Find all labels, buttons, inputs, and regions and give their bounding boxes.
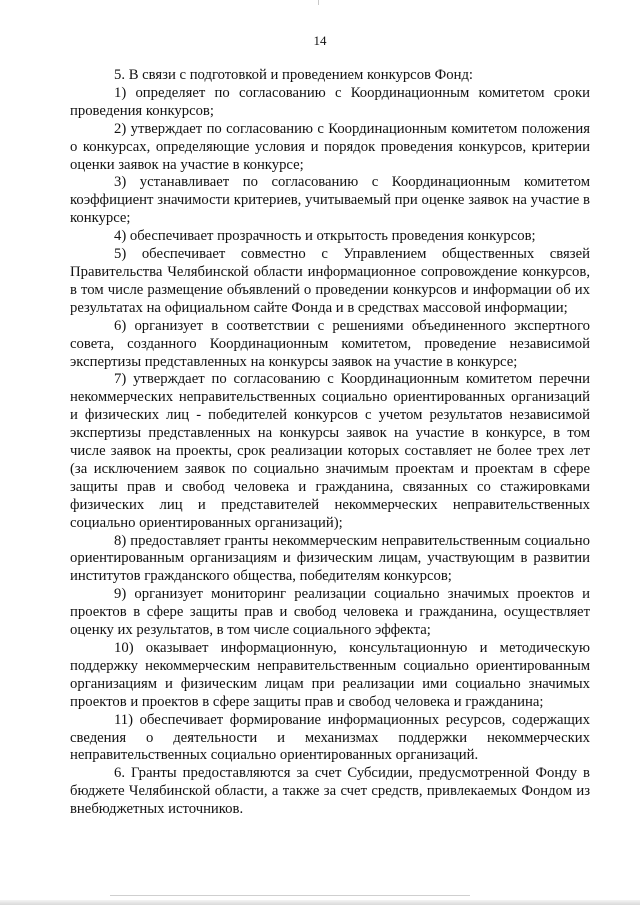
clause-5-item-7: 7) утверждает по согласованию с Координационным комитетом перечни некоммерческих неправительственных социально ориентированных организаций и физических лиц - победителей конкурсов с учетом результатов независимой экспертизы представленных на конкурсы заявок на участие в конкурсе, в том числе заявок на проекты, срок реализации которых составляет не более трех лет (за исключением заявок по социально значимым проектам и проектам в сфере защиты прав и свобод человека и гражданина, связанных со стажировками физических лиц и представителей некоммерческих неправительственных социально ориентированных организаций); xyxy=(70,371,590,531)
clause-5-heading: 5. В связи с подготовкой и проведением конкурсов Фонд: xyxy=(114,67,474,83)
clause-6: 6. Гранты предоставляются за счет Субсидии, предусмотренной Фонду в бюджете Челябинской области, а также за счет средств, привлекаемых Фондом из внебюджетных источников. xyxy=(70,765,590,818)
clause-5-item-10: 10) оказывает информационную, консультационную и методическую поддержку некоммерческим неправительственным социально ориентированным организациям и физическим лицам при реализации ими социально значимых проектов и проектов в сфере защиты прав и свобод человека и гражданина; xyxy=(70,640,590,710)
clause-5-item-9: 9) организует мониторинг реализации социально значимых проектов и проектов в сфере защиты прав и свобод человека и гражданина, осуществляет оценку их результатов, в том числе социального эффекта; xyxy=(70,586,590,639)
page-number: 14 xyxy=(313,33,327,48)
scan-top-mark xyxy=(318,0,319,5)
document-body xyxy=(70,67,590,819)
clause-5-item-6: 6) организует в соответствии с решениями объединенного экспертного совета, созданного Координационным комитетом, проведение независимой экспертизы представленных на конкурсы заявок на участие в конкурсе; xyxy=(70,317,590,370)
clause-5-item-4: 4) обеспечивает прозрачность и открытость проведения конкурсов; xyxy=(114,228,536,245)
clause-5-item-3: 3) устанавливает по согласованию с Координационным комитетом коэффициент значимости критериев, учитываемый при оценке заявок на участие в конкурсе; xyxy=(70,174,590,227)
clause-5-item-11: 11) обеспечивает формирование информационных ресурсов, содержащих сведения о деятельности и механизмах поддержки некоммерческих неправительственных социально ориентированных организаций. xyxy=(70,711,590,764)
clause-5-item-1: 1) определяет по согласованию с Координационным комитетом сроки проведения конкурсов; xyxy=(70,84,590,119)
clause-5-item-8: 8) предоставляет гранты некоммерческим неправительственным социально ориентированным организациям и физическим лицам, участвующим в развитии институтов гражданского общества, победителям конкурсов; xyxy=(70,532,590,585)
scan-bottom-line xyxy=(110,895,470,896)
scan-bottom-edge xyxy=(0,900,640,905)
clause-5-item-5: 5) обеспечивает совместно с Управлением общественных связей Правительства Челябинской области информационное сопровождение конкурсов, в том числе размещение объявлений о проведении конкурсов и информации об их результатах на официальном сайте Фонда и в средствах массовой информации; xyxy=(70,246,590,316)
clause-5-item-2: 2) утверждает по согласованию с Координационным комитетом положения о конкурсах, определяющие условия и порядок проведения конкурсов, критерии оценки заявок на участие в конкурсе; xyxy=(70,120,590,173)
